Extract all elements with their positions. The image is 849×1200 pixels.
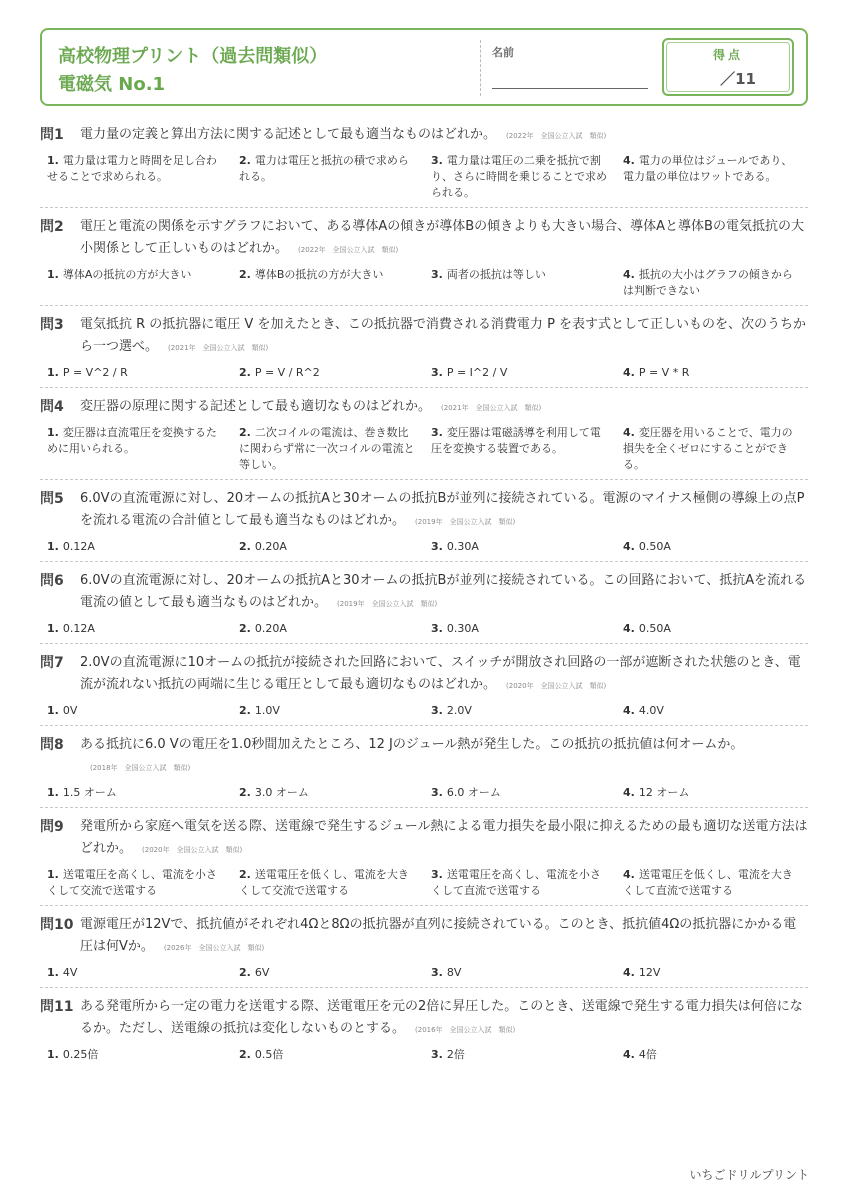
answer-option: [616, 703, 808, 719]
question-row: [40, 124, 808, 147]
options-row: [40, 267, 808, 299]
options-row: [40, 153, 808, 201]
worksheet-subtitle: 電磁気 No.1: [58, 74, 166, 95]
question-block: [40, 906, 808, 988]
option-number: 2.: [239, 704, 251, 717]
option-text: 変圧器は電磁誘導を利用して電圧を変換する装置である。: [431, 426, 601, 455]
option-text: 4.0V: [638, 704, 664, 717]
question-text-wrap: [80, 488, 808, 533]
answer-option: [616, 425, 808, 473]
options-row: [40, 621, 808, 637]
option-text: 0.50A: [638, 540, 671, 553]
options-row: [40, 365, 808, 381]
answer-option: [40, 703, 232, 719]
option-number: 2.: [239, 426, 251, 439]
question-source: (2021年 全国公立入試 類似): [441, 404, 542, 412]
option-text: 12 オーム: [638, 786, 690, 799]
score-box: [662, 38, 794, 96]
option-number: 1.: [47, 868, 59, 881]
question-number: 問4: [40, 399, 64, 415]
answer-option: [40, 425, 232, 473]
option-number: 2.: [239, 622, 251, 635]
answer-option: [232, 621, 424, 637]
option-number: 3.: [431, 966, 443, 979]
answer-option: [616, 867, 808, 899]
answer-option: [232, 539, 424, 555]
answer-option: [232, 153, 424, 201]
option-number: 4.: [623, 868, 635, 881]
option-text: 0.12A: [62, 622, 95, 635]
option-number: 4.: [623, 426, 635, 439]
options-row: [40, 867, 808, 899]
answer-option: [232, 365, 424, 381]
question-block: [40, 644, 808, 726]
question-text: ある抵抗に6.0 Vの電圧を1.0秒間加えたところ、12 Jのジュール熱が発生した。この抵抗の抵抗値は何オームか。: [80, 737, 744, 752]
option-number: 2.: [239, 868, 251, 881]
option-text: 8V: [446, 966, 462, 979]
question-text-wrap: [80, 216, 808, 261]
option-text: 0.12A: [62, 540, 95, 553]
answer-option: [232, 867, 424, 899]
question-text: 電気抵抗 R の抵抗器に電圧 V を加えたとき、この抵抗器で消費される消費電力 P を表す式として正しいものを、次のうちから一つ選べ。: [80, 317, 807, 354]
answer-option: [232, 267, 424, 299]
name-label: 名前: [492, 46, 514, 59]
answer-option: [616, 267, 808, 299]
question-list: [40, 116, 808, 1069]
option-text: 12V: [638, 966, 661, 979]
question-number: 問11: [40, 999, 74, 1015]
question-source: (2019年 全国公立入試 類似): [415, 518, 516, 526]
question-block: [40, 988, 808, 1069]
question-row: [40, 816, 808, 861]
question-source: (2018年 全国公立入試 類似): [90, 764, 191, 772]
question-text: 電源電圧が12Vで、抵抗値がそれぞれ4Ωと8Ωの抵抗器が直列に接続されている。このとき、抵抗値4Ωの抵抗器にかかる電圧は何Vか。: [80, 917, 797, 954]
question-source: (2022年 全国公立入試 類似): [298, 246, 399, 254]
option-number: 1.: [47, 268, 59, 281]
option-number: 4.: [623, 786, 635, 799]
options-row: [40, 703, 808, 719]
header-divider: [480, 40, 481, 96]
answer-option: [424, 365, 616, 381]
option-number: 2.: [239, 268, 251, 281]
question-text: 2.0Vの直流電源に10オームの抵抗が接続された回路において、スイッチが開放され回路の一部が遮断された状態のとき、電流が流れない抵抗の両端に生じる電圧として最も適切なものはどれか。: [80, 655, 801, 692]
option-number: 2.: [239, 154, 251, 167]
question-text-wrap: [80, 124, 808, 147]
option-number: 4.: [623, 366, 635, 379]
question-block: [40, 480, 808, 562]
answer-option: [40, 539, 232, 555]
worksheet-header: [40, 28, 808, 106]
question-row: [40, 734, 808, 779]
answer-option: [232, 785, 424, 801]
option-number: 3.: [431, 540, 443, 553]
answer-option: [232, 965, 424, 981]
question-text: 電圧と電流の関係を示すグラフにおいて、ある導体Aの傾きが導体Bの傾きよりも大きい場合、導体Aと導体Bの電気抵抗の大小関係として正しいものはどれか。: [80, 219, 804, 256]
option-text: 3.0 オーム: [254, 786, 309, 799]
question-number: 問5: [40, 491, 64, 507]
option-text: 6.0 オーム: [446, 786, 501, 799]
question-block: [40, 388, 808, 480]
option-text: 1.5 オーム: [62, 786, 117, 799]
question-text-wrap: [80, 996, 808, 1041]
option-text: 送電電圧を低くし、電流を大きくして直流で送電する: [623, 868, 793, 897]
answer-option: [616, 621, 808, 637]
answer-option: [424, 785, 616, 801]
option-text: 導体Bの抵抗の方が大きい: [254, 268, 384, 281]
option-text: 0V: [62, 704, 78, 717]
question-source: (2020年 全国公立入試 類似): [142, 846, 243, 854]
option-text: 電力量は電力と時間を足し合わせることで求められる。: [47, 154, 217, 183]
answer-option: [40, 867, 232, 899]
option-text: 0.25倍: [62, 1048, 99, 1061]
option-number: 3.: [431, 1048, 443, 1061]
option-text: 4倍: [638, 1048, 657, 1061]
question-number: 問2: [40, 219, 64, 235]
option-number: 1.: [47, 154, 59, 167]
answer-option: [424, 621, 616, 637]
option-number: 2.: [239, 966, 251, 979]
option-text: 抵抗の大小はグラフの傾きからは判断できない: [623, 268, 793, 297]
question-text-wrap: [80, 314, 808, 359]
option-text: 1.0V: [254, 704, 280, 717]
option-number: 2.: [239, 366, 251, 379]
answer-option: [424, 153, 616, 201]
option-number: 4.: [623, 268, 635, 281]
question-source: (2020年 全国公立入試 類似): [506, 682, 607, 690]
question-text: 電力量の定義と算出方法に関する記述として最も適当なものはどれか。: [80, 127, 497, 142]
question-block: [40, 306, 808, 388]
answer-option: [616, 1047, 808, 1063]
option-text: 両者の抵抗は等しい: [446, 268, 546, 281]
worksheet-title: 高校物理プリント（過去問類似）: [58, 46, 328, 67]
option-number: 3.: [431, 622, 443, 635]
option-number: 3.: [431, 704, 443, 717]
answer-option: [40, 621, 232, 637]
question-block: [40, 726, 808, 808]
option-text: 0.20A: [254, 540, 287, 553]
options-row: [40, 539, 808, 555]
option-text: 送電電圧を低くし、電流を大きくして交流で送電する: [239, 868, 409, 897]
name-field[interactable]: [492, 88, 648, 89]
question-block: [40, 116, 808, 208]
answer-option: [424, 1047, 616, 1063]
question-number: 問6: [40, 573, 64, 589]
question-number: 問7: [40, 655, 64, 671]
option-number: 1.: [47, 704, 59, 717]
options-row: [40, 1047, 808, 1063]
option-number: 4.: [623, 1048, 635, 1061]
footer-brand: いちごドリルプリント: [689, 1168, 809, 1182]
option-number: 1.: [47, 622, 59, 635]
question-row: [40, 488, 808, 533]
option-number: 4.: [623, 704, 635, 717]
question-row: [40, 914, 808, 959]
question-text-wrap: [80, 914, 808, 959]
question-row: [40, 216, 808, 261]
answer-option: [424, 965, 616, 981]
question-number: 問9: [40, 819, 64, 835]
question-text: 6.0Vの直流電源に対し、20オームの抵抗Aと30オームの抵抗Bが並列に接続されている。この回路において、抵抗Aを流れる電流の値として最も適当なものはどれか。: [80, 573, 807, 610]
answer-option: [424, 703, 616, 719]
option-text: 0.5倍: [254, 1048, 284, 1061]
answer-option: [232, 703, 424, 719]
question-row: [40, 570, 808, 615]
option-number: 1.: [47, 786, 59, 799]
option-number: 1.: [47, 966, 59, 979]
option-text: 0.50A: [638, 622, 671, 635]
question-text-wrap: [80, 652, 808, 697]
answer-option: [232, 425, 424, 473]
option-number: 2.: [239, 1048, 251, 1061]
option-number: 4.: [623, 540, 635, 553]
options-row: [40, 965, 808, 981]
option-text: P = V * R: [638, 366, 690, 379]
question-row: [40, 996, 808, 1041]
option-number: 2.: [239, 540, 251, 553]
question-block: [40, 562, 808, 644]
option-number: 4.: [623, 622, 635, 635]
answer-option: [616, 365, 808, 381]
option-number: 3.: [431, 426, 443, 439]
question-text-wrap: [80, 396, 808, 419]
question-source: (2019年 全国公立入試 類似): [337, 600, 438, 608]
question-text: 発電所から家庭へ電気を送る際、送電線で発生するジュール熱による電力損失を最小限に抑えるための最も適切な送電方法はどれか。: [80, 819, 808, 856]
question-source: (2026年 全国公立入試 類似): [163, 944, 265, 952]
answer-option: [616, 153, 808, 201]
option-number: 1.: [47, 1048, 59, 1061]
option-text: 6V: [254, 966, 270, 979]
answer-option: [424, 867, 616, 899]
option-number: 2.: [239, 786, 251, 799]
option-text: 送電電圧を高くし、電流を小さくして交流で送電する: [47, 868, 217, 897]
answer-option: [424, 267, 616, 299]
options-row: [40, 425, 808, 473]
option-number: 3.: [431, 268, 443, 281]
answer-option: [616, 539, 808, 555]
question-row: [40, 396, 808, 419]
answer-option: [40, 965, 232, 981]
score-total: ／11: [720, 70, 756, 88]
question-text-wrap: [80, 816, 808, 861]
option-text: 導体Aの抵抗の方が大きい: [62, 268, 192, 281]
option-text: 0.30A: [446, 622, 479, 635]
answer-option: [40, 153, 232, 201]
option-text: 二次コイルの電流は、巻き数比に関わらず常に一次コイルの電流と等しい。: [239, 426, 415, 471]
question-source: (2021年 全国公立入試 類似): [168, 344, 269, 352]
answer-option: [616, 785, 808, 801]
question-row: [40, 314, 808, 359]
options-row: [40, 785, 808, 801]
question-number: 問10: [40, 917, 74, 933]
answer-option: [40, 1047, 232, 1063]
option-number: 3.: [431, 868, 443, 881]
option-text: 変圧器を用いることで、電力の損失を全くゼロにすることができる。: [623, 426, 793, 471]
option-number: 1.: [47, 426, 59, 439]
question-source: (2016年 全国公立入試 類似): [415, 1026, 516, 1034]
question-number: 問8: [40, 737, 64, 753]
option-number: 3.: [431, 366, 443, 379]
question-number: 問1: [40, 127, 64, 143]
option-text: 変圧器は直流電圧を変換するために用いられる。: [47, 426, 217, 455]
option-number: 4.: [623, 966, 635, 979]
option-text: 2.0V: [446, 704, 472, 717]
option-text: P = V^2 / R: [62, 366, 128, 379]
question-text: 変圧器の原理に関する記述として最も適切なものはどれか。: [80, 399, 432, 414]
answer-option: [40, 365, 232, 381]
question-text-wrap: [80, 734, 808, 779]
question-text: 6.0Vの直流電源に対し、20オームの抵抗Aと30オームの抵抗Bが並列に接続されている。電源のマイナス極側の導線上の点Pを流れる電流の合計値として最も適当なものはどれか。: [80, 491, 805, 528]
option-text: 0.20A: [254, 622, 287, 635]
answer-option: [232, 1047, 424, 1063]
option-text: 4V: [62, 966, 78, 979]
option-number: 3.: [431, 786, 443, 799]
option-text: 0.30A: [446, 540, 479, 553]
question-block: [40, 808, 808, 906]
option-text: P = I^2 / V: [446, 366, 508, 379]
answer-option: [424, 425, 616, 473]
option-number: 3.: [431, 154, 443, 167]
option-text: 2倍: [446, 1048, 465, 1061]
question-row: [40, 652, 808, 697]
option-number: 1.: [47, 366, 59, 379]
question-text-wrap: [80, 570, 808, 615]
answer-option: [616, 965, 808, 981]
answer-option: [424, 539, 616, 555]
option-text: 電力は電圧と抵抗の積で求められる。: [239, 154, 409, 183]
option-number: 4.: [623, 154, 635, 167]
option-text: 電力量は電圧の二乗を抵抗で割り、さらに時間を乗じることで求められる。: [431, 154, 607, 199]
option-number: 1.: [47, 540, 59, 553]
option-text: P = V / R^2: [254, 366, 320, 379]
option-text: 電力の単位はジュールであり、電力量の単位はワットである。: [623, 154, 793, 183]
option-text: 送電電圧を高くし、電流を小さくして直流で送電する: [431, 868, 601, 897]
question-text: ある発電所から一定の電力を送電する際、送電電圧を元の2倍に昇圧した。このとき、送電線で発生する電力損失は何倍になるか。ただし、送電線の抵抗は変化しないものとする。: [80, 999, 803, 1036]
answer-option: [40, 785, 232, 801]
answer-option: [40, 267, 232, 299]
question-block: [40, 208, 808, 306]
question-source: (2022年 全国公立入試 類似): [506, 132, 607, 140]
score-label: 得点: [712, 48, 743, 62]
question-number: 問3: [40, 317, 64, 333]
